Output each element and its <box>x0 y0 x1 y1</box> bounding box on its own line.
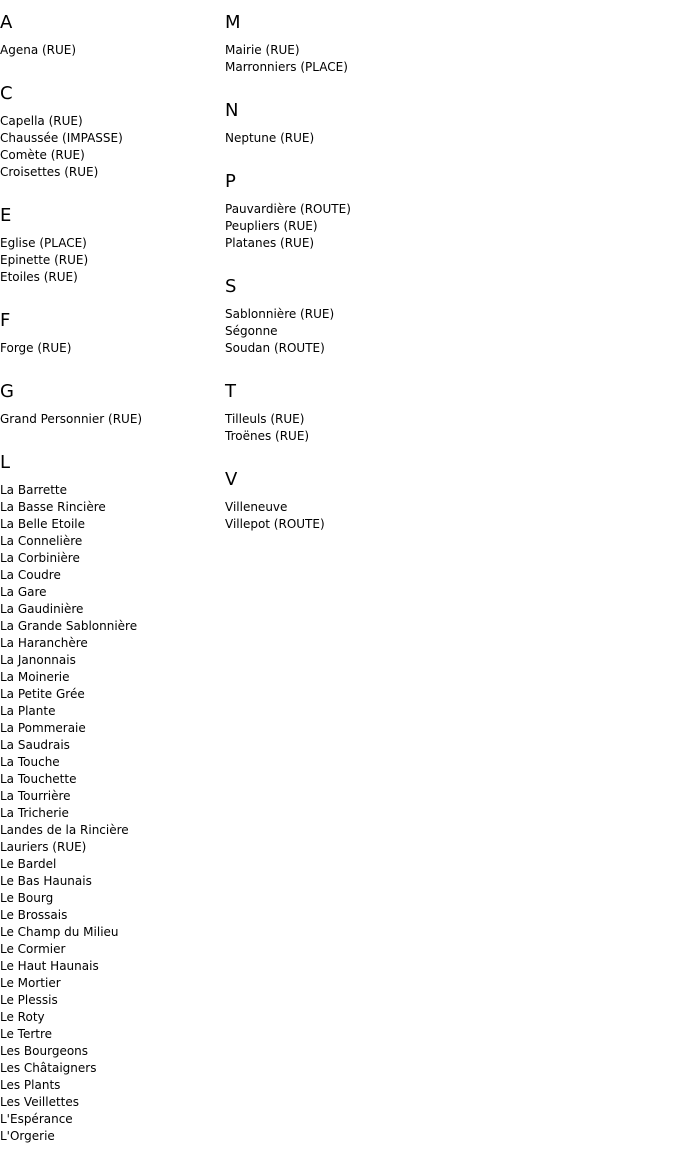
letter-heading-p: P <box>225 171 236 192</box>
street-item-comete-rue: Comète (RUE) <box>0 148 85 162</box>
street-item-la-gaudiniere: La Gaudinière <box>0 602 84 616</box>
letter-heading-l: L <box>0 452 11 473</box>
street-item-la-belle-etoile: La Belle Etoile <box>0 517 86 531</box>
street-item-le-champ-du-milieu: Le Champ du Milieu <box>0 925 119 939</box>
street-item-la-tricherie: La Tricherie <box>0 806 69 820</box>
street-item-le-brossais: Le Brossais <box>0 908 68 922</box>
letter-group-p <box>225 171 665 252</box>
street-item-soudan-route: Soudan (ROUTE) <box>225 341 325 355</box>
street-item-la-plante: La Plante <box>0 704 56 718</box>
street-item-peupliers-rue: Peupliers (RUE) <box>225 219 318 233</box>
street-item-la-grande-sablonniere: La Grande Sablonnière <box>0 619 138 633</box>
street-item-les-plants: Les Plants <box>0 1078 61 1092</box>
street-item-la-tourriere: La Tourrière <box>0 789 71 803</box>
street-item-la-saudrais: La Saudrais <box>0 738 70 752</box>
letter-heading-a: A <box>0 12 13 33</box>
street-item-villepot-route: Villepot (ROUTE) <box>225 517 325 531</box>
street-item-etoiles-rue: Etoiles (RUE) <box>0 270 78 284</box>
street-item-grand-personnier-rue: Grand Personnier (RUE) <box>0 412 143 426</box>
street-item-les-veillettes: Les Veillettes <box>0 1095 80 1109</box>
street-item-platanes-rue: Platanes (RUE) <box>225 236 315 250</box>
street-item-le-haut-haunais: Le Haut Haunais <box>0 959 99 973</box>
letter-heading-t: T <box>225 381 236 402</box>
street-item-le-tertre: Le Tertre <box>0 1027 53 1041</box>
street-item-le-cormier: Le Cormier <box>0 942 66 956</box>
street-item-troenes-rue: Troënes (RUE) <box>225 429 310 443</box>
letter-group-a <box>0 12 220 59</box>
street-item-pauvardiere-route: Pauvardière (ROUTE) <box>225 202 351 216</box>
letter-group-n <box>225 100 665 147</box>
letter-group-m <box>225 12 665 76</box>
street-item-la-coudre: La Coudre <box>0 568 61 582</box>
street-item-le-plessis: Le Plessis <box>0 993 58 1007</box>
street-index-left-column <box>0 12 220 1169</box>
letter-group-f <box>0 310 220 357</box>
street-item-segonne: Ségonne <box>225 324 278 338</box>
street-item-landes-de-la-rinciere: Landes de la Rincière <box>0 823 129 837</box>
street-item-chaussee-impasse: Chaussée (IMPASSE) <box>0 131 123 145</box>
street-item-la-pommeraie: La Pommeraie <box>0 721 86 735</box>
street-item-l-orgerie: L'Orgerie <box>0 1129 55 1143</box>
street-item-la-haranchere: La Haranchère <box>0 636 88 650</box>
street-item-mairie-rue: Mairie (RUE) <box>225 43 300 57</box>
street-item-epinette-rue: Epinette (RUE) <box>0 253 89 267</box>
street-item-la-moinerie: La Moinerie <box>0 670 70 684</box>
street-item-lauriers-rue: Lauriers (RUE) <box>0 840 87 854</box>
street-item-forge-rue: Forge (RUE) <box>0 341 72 355</box>
street-item-le-bas-haunais: Le Bas Haunais <box>0 874 92 888</box>
street-item-la-petite-gree: La Petite Grée <box>0 687 85 701</box>
letter-group-s <box>225 276 665 357</box>
street-item-les-bourgeons: Les Bourgeons <box>0 1044 89 1058</box>
street-item-la-touche: La Touche <box>0 755 60 769</box>
street-item-les-chataigners: Les Châtaigners <box>0 1061 97 1075</box>
street-item-le-roty: Le Roty <box>0 1010 45 1024</box>
street-item-la-corbiniere: La Corbinière <box>0 551 80 565</box>
letter-heading-f: F <box>0 310 11 331</box>
street-item-la-conneliere: La Connelière <box>0 534 83 548</box>
street-item-le-bardel: Le Bardel <box>0 857 57 871</box>
street-item-villeneuve: Villeneuve <box>225 500 288 514</box>
street-item-la-barrette: La Barrette <box>0 483 68 497</box>
street-item-la-janonnais: La Janonnais <box>0 653 76 667</box>
street-item-marronniers-place: Marronniers (PLACE) <box>225 60 348 74</box>
street-item-sablonniere-rue: Sablonnière (RUE) <box>225 307 335 321</box>
street-index-right-column <box>225 12 665 557</box>
letter-group-l <box>0 452 220 1145</box>
street-item-le-mortier: Le Mortier <box>0 976 61 990</box>
letter-heading-n: N <box>225 100 239 121</box>
street-item-l-esperance: L'Espérance <box>0 1112 73 1126</box>
letter-heading-m: M <box>225 12 241 33</box>
street-item-la-touchette: La Touchette <box>0 772 77 786</box>
letter-group-g <box>0 381 220 428</box>
street-item-neptune-rue: Neptune (RUE) <box>225 131 315 145</box>
letter-heading-g: G <box>0 381 14 402</box>
letter-group-t <box>225 381 665 445</box>
letter-heading-s: S <box>225 276 237 297</box>
street-item-croisettes-rue: Croisettes (RUE) <box>0 165 99 179</box>
street-item-la-basse-rinciere: La Basse Rincière <box>0 500 106 514</box>
letter-heading-c: C <box>0 83 13 104</box>
street-item-le-bourg: Le Bourg <box>0 891 54 905</box>
street-item-capella-rue: Capella (RUE) <box>0 114 83 128</box>
street-item-agena-rue: Agena (RUE) <box>0 43 77 57</box>
letter-heading-v: V <box>225 469 238 490</box>
letter-heading-e: E <box>0 205 12 226</box>
street-item-eglise-place: Eglise (PLACE) <box>0 236 87 250</box>
street-item-tilleuls-rue: Tilleuls (RUE) <box>225 412 305 426</box>
letter-group-e <box>0 205 220 286</box>
letter-group-c <box>0 83 220 181</box>
letter-group-v <box>225 469 665 533</box>
street-item-la-gare: La Gare <box>0 585 47 599</box>
